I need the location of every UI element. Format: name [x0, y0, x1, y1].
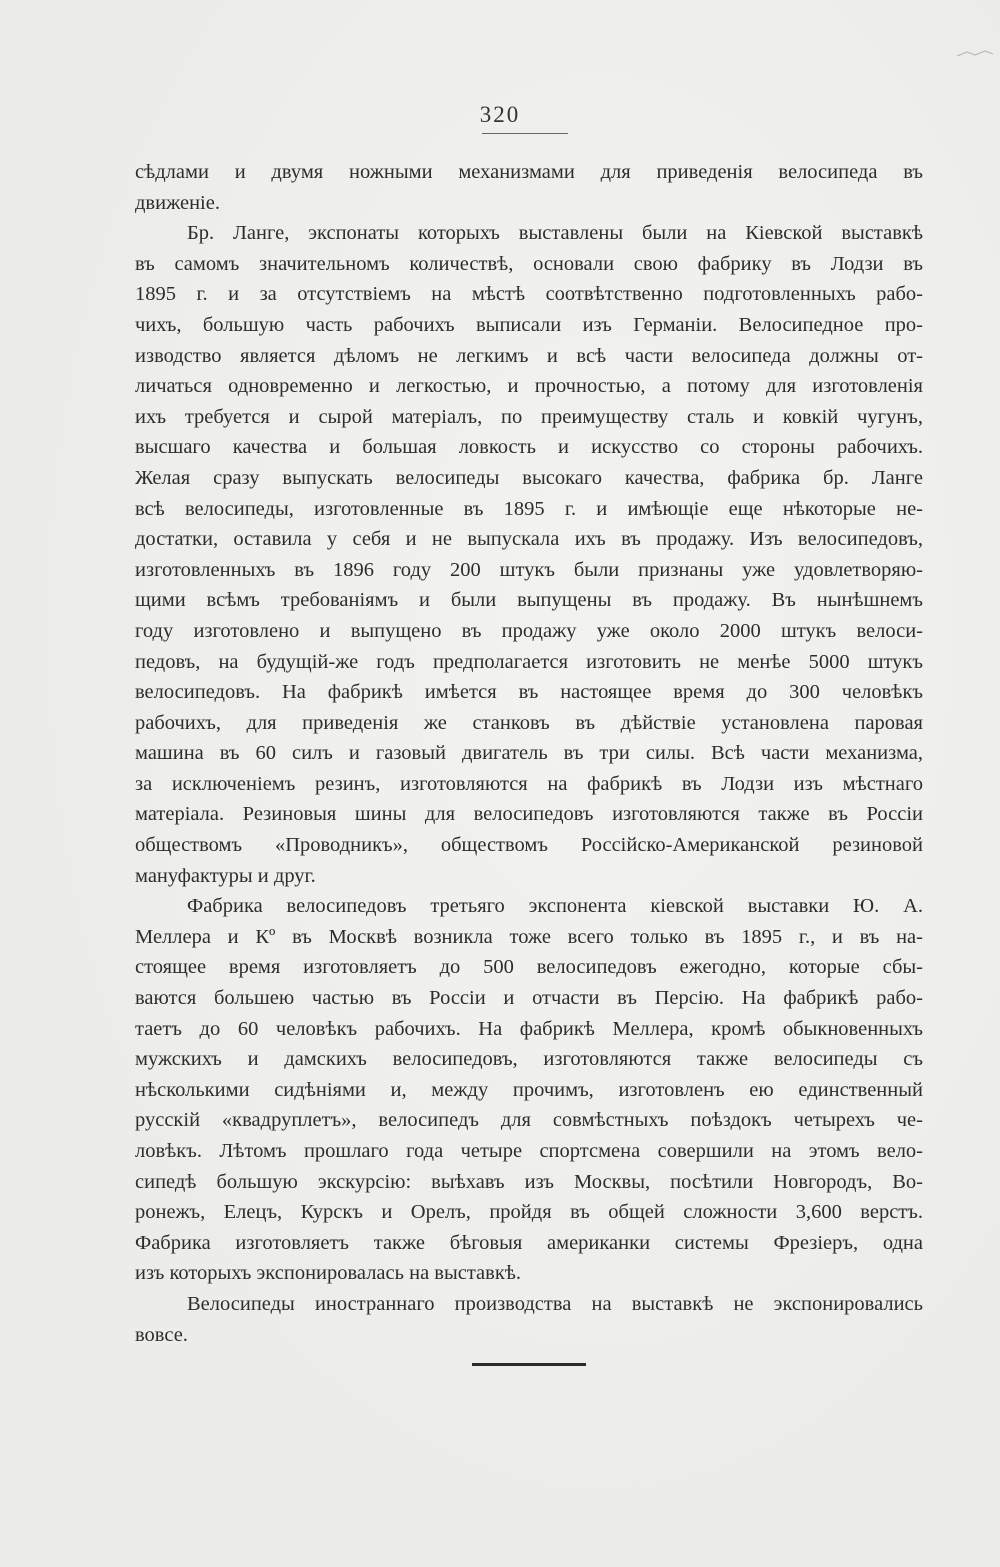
text-line: за исключеніемъ резинъ, изготовляются на фабрикѣ въ Лодзи изъ мѣстнаго: [135, 772, 923, 795]
text-line: высшаго качества и большая ловкость и искусство со стороны рабочихъ.: [135, 436, 923, 459]
text-line: сѣдлами и двумя ножными механизмами для приведенія велосипеда въ: [135, 161, 923, 183]
text-line: обществомъ «Проводникъ», обществомъ Россійско-Американской резиновой: [135, 834, 923, 857]
text-line: педовъ, на будущій-же годъ предполагается изготовить не менѣе 5000 штукъ: [135, 650, 923, 673]
text-line: ловѣкъ. Лѣтомъ прошлаго года четыре спортсмена совершили на этомъ вело-: [135, 1140, 923, 1162]
text-line: изводство является дѣломъ не легкимъ и всѣ части велосипеда должны от-: [135, 344, 923, 367]
text-line: году изготовлено и выпущено въ продажу уже около 2000 штукъ велоси-: [135, 619, 923, 642]
text-line: стоящее время изготовляетъ до 500 велосипедовъ ежегодно, которые сбы-: [135, 956, 923, 979]
text-line: велосипедовъ. На фабрикѣ имѣется въ настоящее время до 300 человѣкъ: [135, 681, 923, 704]
text-line: личаться одновременно и легкостью, и прочностью, а потому для изготовленія: [135, 375, 923, 398]
text-line: матеріала. Резиновыя шины для велосипедовъ изготовляются также въ Россіи: [135, 803, 923, 826]
text-line: ваются большею частью въ Россіи и отчасти въ Персію. На фабрикѣ рабо-: [135, 987, 923, 1010]
text-line: русскій «квадруплетъ», велосипедъ для совмѣстныхъ поѣздокъ четырехъ че-: [135, 1109, 923, 1132]
text-line: мужскихъ и дамскихъ велосипедовъ, изготовляются также велосипеды съ: [135, 1048, 923, 1071]
scan-mark-icon: [955, 48, 995, 60]
text-line: чихъ, большую часть рабочихъ выписали изъ Германіи. Велосипедное про-: [135, 313, 923, 336]
text-line: ронежъ, Елецъ, Курскъ и Орелъ, пройдя въ общей сложности 3,600 верстъ.: [135, 1201, 923, 1224]
text-line: мануфактуры и друг.: [135, 864, 316, 887]
text-line: ихъ требуется и сырой матеріалъ, по преимуществу сталь и ковкій чугунъ,: [135, 405, 923, 428]
text-line: сипедѣ большую экскурсію: выѣхавъ изъ Москвы, посѣтили Новгородъ, Во-: [135, 1170, 923, 1193]
text-line: достатки, оставила у себя и не выпускала ихъ въ продажу. Изъ велосипедовъ,: [135, 528, 923, 551]
text-line: въ самомъ значительномъ количествѣ, основали свою фабрику въ Лодзи въ: [135, 252, 923, 275]
text-line: Бр. Ланге, экспонаты которыхъ выставлены были на Кіевской выставкѣ: [187, 222, 923, 245]
text-line: рабочихъ, для приведенія же станковъ въ дѣйствіе установлена паровая: [135, 711, 923, 734]
text-line: 1895 г. и за отсутствіемъ на мѣстѣ соотвѣтственно подготовленныхъ рабо-: [135, 283, 923, 306]
text-line: таетъ до 60 человѣкъ рабочихъ. На фабрикѣ Меллера, кромѣ обыкновенныхъ: [135, 1017, 923, 1040]
text-line: Велосипеды иностраннаго производства на выставкѣ не экспонировались: [187, 1292, 923, 1315]
page-number-rule: [482, 133, 568, 134]
text-line: Желая сразу выпускать велосипеды высокаго качества, фабрика бр. Ланге: [135, 466, 923, 489]
page-number: 320: [479, 102, 521, 127]
text-line: изготовленныхъ въ 1896 году 200 штукъ были признаны уже удовлетворяю-: [135, 558, 923, 581]
text-line: всѣ велосипеды, изготовленные въ 1895 г. и имѣющіе еще нѣкоторые не-: [135, 497, 923, 520]
text-line: Фабрика изготовляетъ также бѣговыя американки системы Фрезіеръ, одна: [135, 1231, 923, 1254]
body-text: [135, 157, 923, 1350]
text-line: вовсе.: [135, 1323, 188, 1346]
text-line: движеніе.: [135, 191, 220, 214]
text-line: изъ которыхъ экспонировалась на выставкѣ.: [135, 1262, 522, 1285]
text-line: нѣсколькими сидѣніями и, между прочимъ, изготовленъ ею единственный: [135, 1078, 923, 1101]
text-line: машина въ 60 силъ и газовый двигатель въ три силы. Всѣ части механизма,: [135, 742, 923, 765]
text-line: щими всѣмъ требованіямъ и были выпущены въ продажу. Въ нынѣшнемъ: [135, 589, 923, 612]
end-rule: [472, 1363, 586, 1366]
text-line: Меллера и Кº въ Москвѣ возникла тоже всего только въ 1895 г., и въ на-: [135, 925, 923, 948]
text-line: Фабрика велосипедовъ третьяго экспонента кіевской выставки Ю. А.: [187, 895, 923, 918]
